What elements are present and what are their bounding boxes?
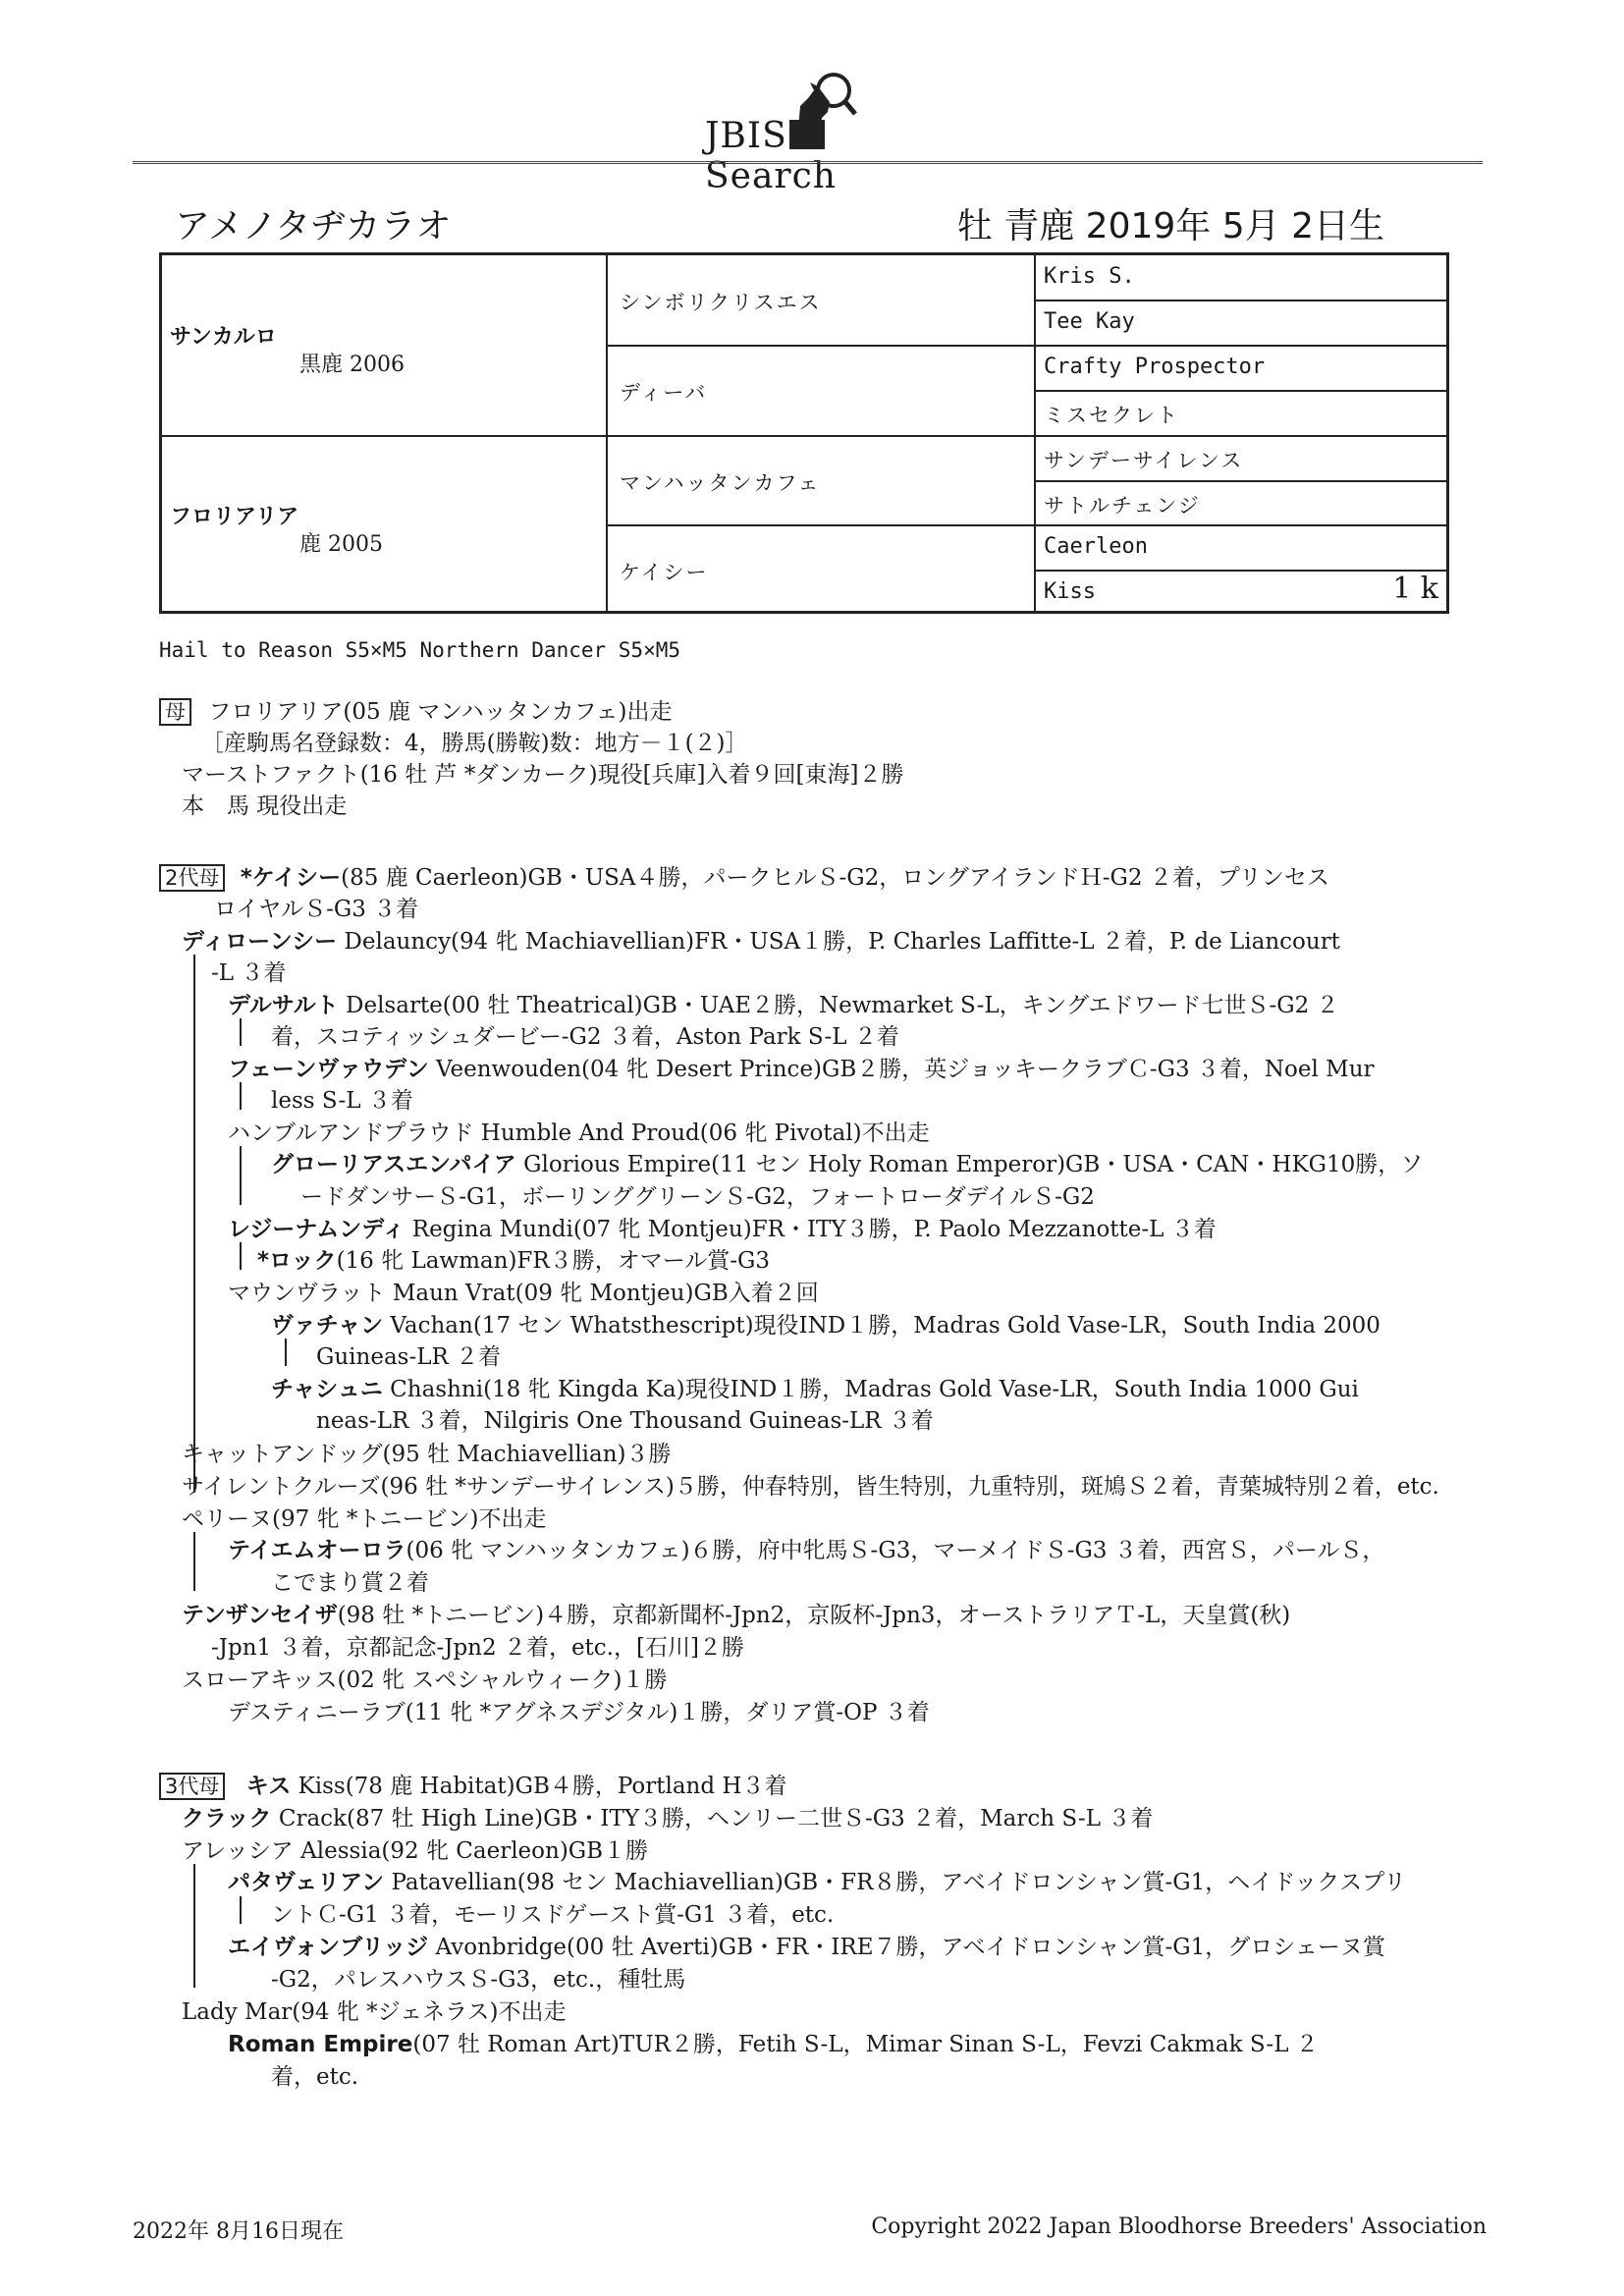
divider <box>162 435 606 437</box>
g3-ancestor: Crafty Prospector <box>1044 355 1266 379</box>
dam-detail: 鹿 2005 <box>299 532 383 557</box>
pedigree-text-line: ハンブルアンドプラウド Humble And Proud(06 牝 Pivotal)不出走 <box>228 1121 930 1146</box>
divider <box>1034 345 1446 347</box>
horse-info: 牡 青鹿 2019年 5月 2日生 <box>956 206 1384 246</box>
sire-name: サンカルロ <box>170 325 277 350</box>
pedigree-text-line: Lady Mar(94 牝 *ジェネラス)不出走 <box>182 1999 567 2025</box>
divider <box>1034 524 1446 526</box>
divider <box>1034 435 1446 437</box>
third-dam-line: 3代母 キス Kiss(78 鹿 Habitat)GB４勝，Portland H３着 <box>159 1768 786 1800</box>
divider <box>1034 255 1036 611</box>
dam-sire: マンハッタンカフェ <box>620 471 821 495</box>
pedigree-text-line: フェーンヴァウデン Veenwouden(04 牝 Desert Prince)GB２勝，英ジョッキークラブＣ-G3 ３着，Noel Mur <box>228 1057 1375 1082</box>
pedigree-text-line: チャシュニ Chashni(18 牝 Kingda Ka)現役IND１勝，Madras Gold Vase-LR，South India 1000 Gui <box>271 1377 1359 1402</box>
pedigree-text-line: Guineas-LR ２着 <box>316 1344 502 1370</box>
pedigree-text-line: -Jpn1 ３着，京都記念-Jpn2 ２着，etc.，[石川]２勝 <box>211 1635 744 1661</box>
pedigree-text-line: -L ３着 <box>211 960 287 986</box>
divider <box>285 1339 287 1366</box>
pedigree-text-line: クラック Crack(87 牡 High Line)GB・ITY３勝，ヘンリー二世Ｓ-G3 ２着，March S-L ３着 <box>182 1806 1154 1831</box>
jbis-search-logo <box>705 69 941 196</box>
pedigree-text-line: デスティニーラブ(11 牝 *アグネスデジタル)１勝，ダリア賞-OP ３着 <box>228 1700 930 1725</box>
divider <box>193 1532 195 1591</box>
pedigree-text-line: テイエムオーロラ(06 牝 マンハッタンカフェ)６勝，府中牝馬Ｓ-G3，マーメイドＳ-G3 ３着，西宮Ｓ，パールＳ， <box>228 1538 1385 1563</box>
family-number: 1 k <box>1392 572 1438 606</box>
divider <box>193 1864 195 1988</box>
dam-offspring: 本 馬 現役出走 <box>182 793 348 819</box>
footer-copyright: Copyright 2022 Japan Bloodhorse Breeders' Association <box>871 2214 1487 2239</box>
g3-ancestor: ミスセクレト <box>1044 404 1179 427</box>
pedigree-text-line: エイヴォンブリッジ Avonbridge(00 牡 Averti)GB・FR・IRE７勝，アベイドロンシャン賞-G1，グロシェーヌ賞 <box>228 1935 1385 1960</box>
pedigree-text-line: グローリアスエンパイア Glorious Empire(11 セン Holy Roman Emperor)GB・USA・CAN・HKG10勝，ソ <box>271 1152 1424 1177</box>
divider <box>606 435 1034 437</box>
pedigree-table <box>159 252 1449 614</box>
pedigree-text-line: レジーナムンディ Regina Mundi(07 牝 Montjeu)FR・ITY３勝，P. Paolo Mezzanotte-L ３着 <box>228 1217 1217 1242</box>
pedigree-text-line: ディローンシー Delauncy(94 牝 Machiavellian)FR・USA１勝，P. Charles Laffitte-L ２着，P. de Liancourt <box>182 929 1340 955</box>
divider <box>240 1896 242 1924</box>
third-dam-label: 3代母 <box>159 1773 225 1800</box>
pedigree-text-line: テンザンセイザ(98 牡 *トニービン)４勝，京都新聞杯-Jpn2，京阪杯-Jpn3，オーストラリアＴ-L，天皇賞(秋) <box>182 1603 1291 1628</box>
brand-right: Search <box>705 156 837 196</box>
g3-ancestor: サトルチェンジ <box>1044 494 1201 518</box>
sire-sire: シンボリクリスエス <box>620 291 822 314</box>
pedigree-text-line: こでまり賞２着 <box>271 1570 429 1596</box>
dam-dam: ケイシー <box>620 561 709 584</box>
pedigree-text-line: neas-LR ３着，Nilgiris One Thousand Guineas-LR ３着 <box>316 1408 934 1434</box>
pedigree-text-line: パタヴェリアン Patavellian(98 セン Machiavellian)GB・FR８勝，アベイドロンシャン賞-G1，ヘイドックスプリ <box>228 1870 1407 1895</box>
sire-detail: 黒鹿 2006 <box>299 353 405 377</box>
pedigree-text-line: スローアキッス(02 牝 スペシャルウィーク)１勝 <box>182 1667 668 1693</box>
pedigree-text-line: ロイヤルＳ-G3 ３着 <box>214 897 419 922</box>
divider <box>240 1146 242 1205</box>
divider <box>193 955 195 1493</box>
g3-ancestor: Caerleon <box>1044 534 1148 559</box>
divider <box>240 1082 242 1110</box>
divider <box>1034 480 1446 482</box>
pedigree-text-line: -G2，パレスハウスＳ-G3，etc.，種牡馬 <box>271 1967 686 1993</box>
divider <box>1034 570 1446 572</box>
g3-ancestor: Kris S. <box>1044 264 1135 289</box>
divider <box>606 255 608 611</box>
pedigree-text-line: マウンヴラット Maun Vrat(09 牝 Montjeu)GB入着２回 <box>228 1281 819 1306</box>
dam-label: 母 <box>159 698 191 726</box>
pedigree-text-line: ントＣ-G1 ３着，モーリスドゲースト賞-G1 ３着，etc. <box>271 1902 835 1928</box>
horse-name: アメノタヂカラオ <box>175 206 452 246</box>
dam-name: フロリアリア <box>170 505 299 529</box>
pedigree-text-line: アレッシア Alessia(92 牝 Caerleon)GB１勝 <box>182 1838 649 1864</box>
pedigree-text-line: キャットアンドッグ(95 牡 Machiavellian)３勝 <box>182 1442 672 1467</box>
pedigree-text-line: ペリーヌ(97 牝 *トニービン)不出走 <box>182 1506 547 1532</box>
pedigree-text-line: less S-L ３着 <box>271 1088 413 1114</box>
second-dam-label: 2代母 <box>159 864 225 892</box>
dam-line: 母 フロリアリア(05 鹿 マンハッタンカフェ)出走 <box>159 693 672 726</box>
dam-stats: ［産駒馬名登録数：4，勝馬(勝鞍)数：地方－１(２)］ <box>201 731 748 756</box>
pedigree-text-line: 着，etc. <box>271 2064 359 2090</box>
second-dam-line: 2代母 *ケイシー(85 鹿 Caerleon)GB・USA４勝，パークヒルＳ-G2，ロングアイランドＨ-G2 ２着，プリンセス <box>159 859 1329 892</box>
g3-ancestor: Kiss <box>1044 579 1096 604</box>
pedigree-text-line: ヴァチャン Vachan(17 セン Whatsthescript)現役IND１勝，Madras Gold Vase-LR，South India 2000 <box>271 1313 1380 1339</box>
header-divider <box>133 161 1483 164</box>
g3-ancestor: サンデーサイレンス <box>1044 449 1244 472</box>
pedigree-text-line: デルサルト Delsarte(00 牡 Theatrical)GB・UAE２勝，Newmarket S-L，キングエドワード七世Ｓ-G2 ２ <box>228 993 1339 1018</box>
footer-date: 2022年 8月16日現在 <box>133 2219 344 2244</box>
divider <box>606 345 1034 347</box>
pedigree-text-line: Roman Empire(07 牡 Roman Art)TUR２勝，Fetih S-L，Mimar Sinan S-L，Fevzi Cakmak S-L ２ <box>228 2032 1319 2057</box>
brand-left: JBIS <box>705 116 787 156</box>
sire-dam: ディーバ <box>620 381 708 405</box>
divider <box>240 1018 242 1046</box>
divider <box>240 1242 242 1270</box>
divider <box>1034 390 1446 392</box>
pedigree-text-line: *ロック(16 牝 Lawman)FR３勝，オマール賞-G3 <box>257 1248 771 1274</box>
divider <box>606 524 1034 526</box>
pedigree-text-line: ードダンサーＳ-G1，ボーリンググリーンＳ-G2，フォートローダデイルＳ-G2 <box>300 1184 1095 1210</box>
inbreeding-note: Hail to Reason S5×M5 Northern Dancer S5×M5 <box>159 638 681 662</box>
g3-ancestor: Tee Kay <box>1044 309 1135 334</box>
dam-offspring: マーストファクト(16 牡 芦 *ダンカーク)現役[兵庫]入着９回[東海]２勝 <box>182 762 904 788</box>
pedigree-text-line: サイレントクルーズ(96 牡 *サンデーサイレンス)５勝，仲春特別，皆生特別，九重特別，斑鳩Ｓ２着，青葉城特別２着，etc. <box>182 1474 1439 1500</box>
divider <box>1034 300 1446 301</box>
pedigree-text-line: 着，スコティッシュダービー-G2 ３着，Aston Park S-L ２着 <box>271 1024 899 1050</box>
